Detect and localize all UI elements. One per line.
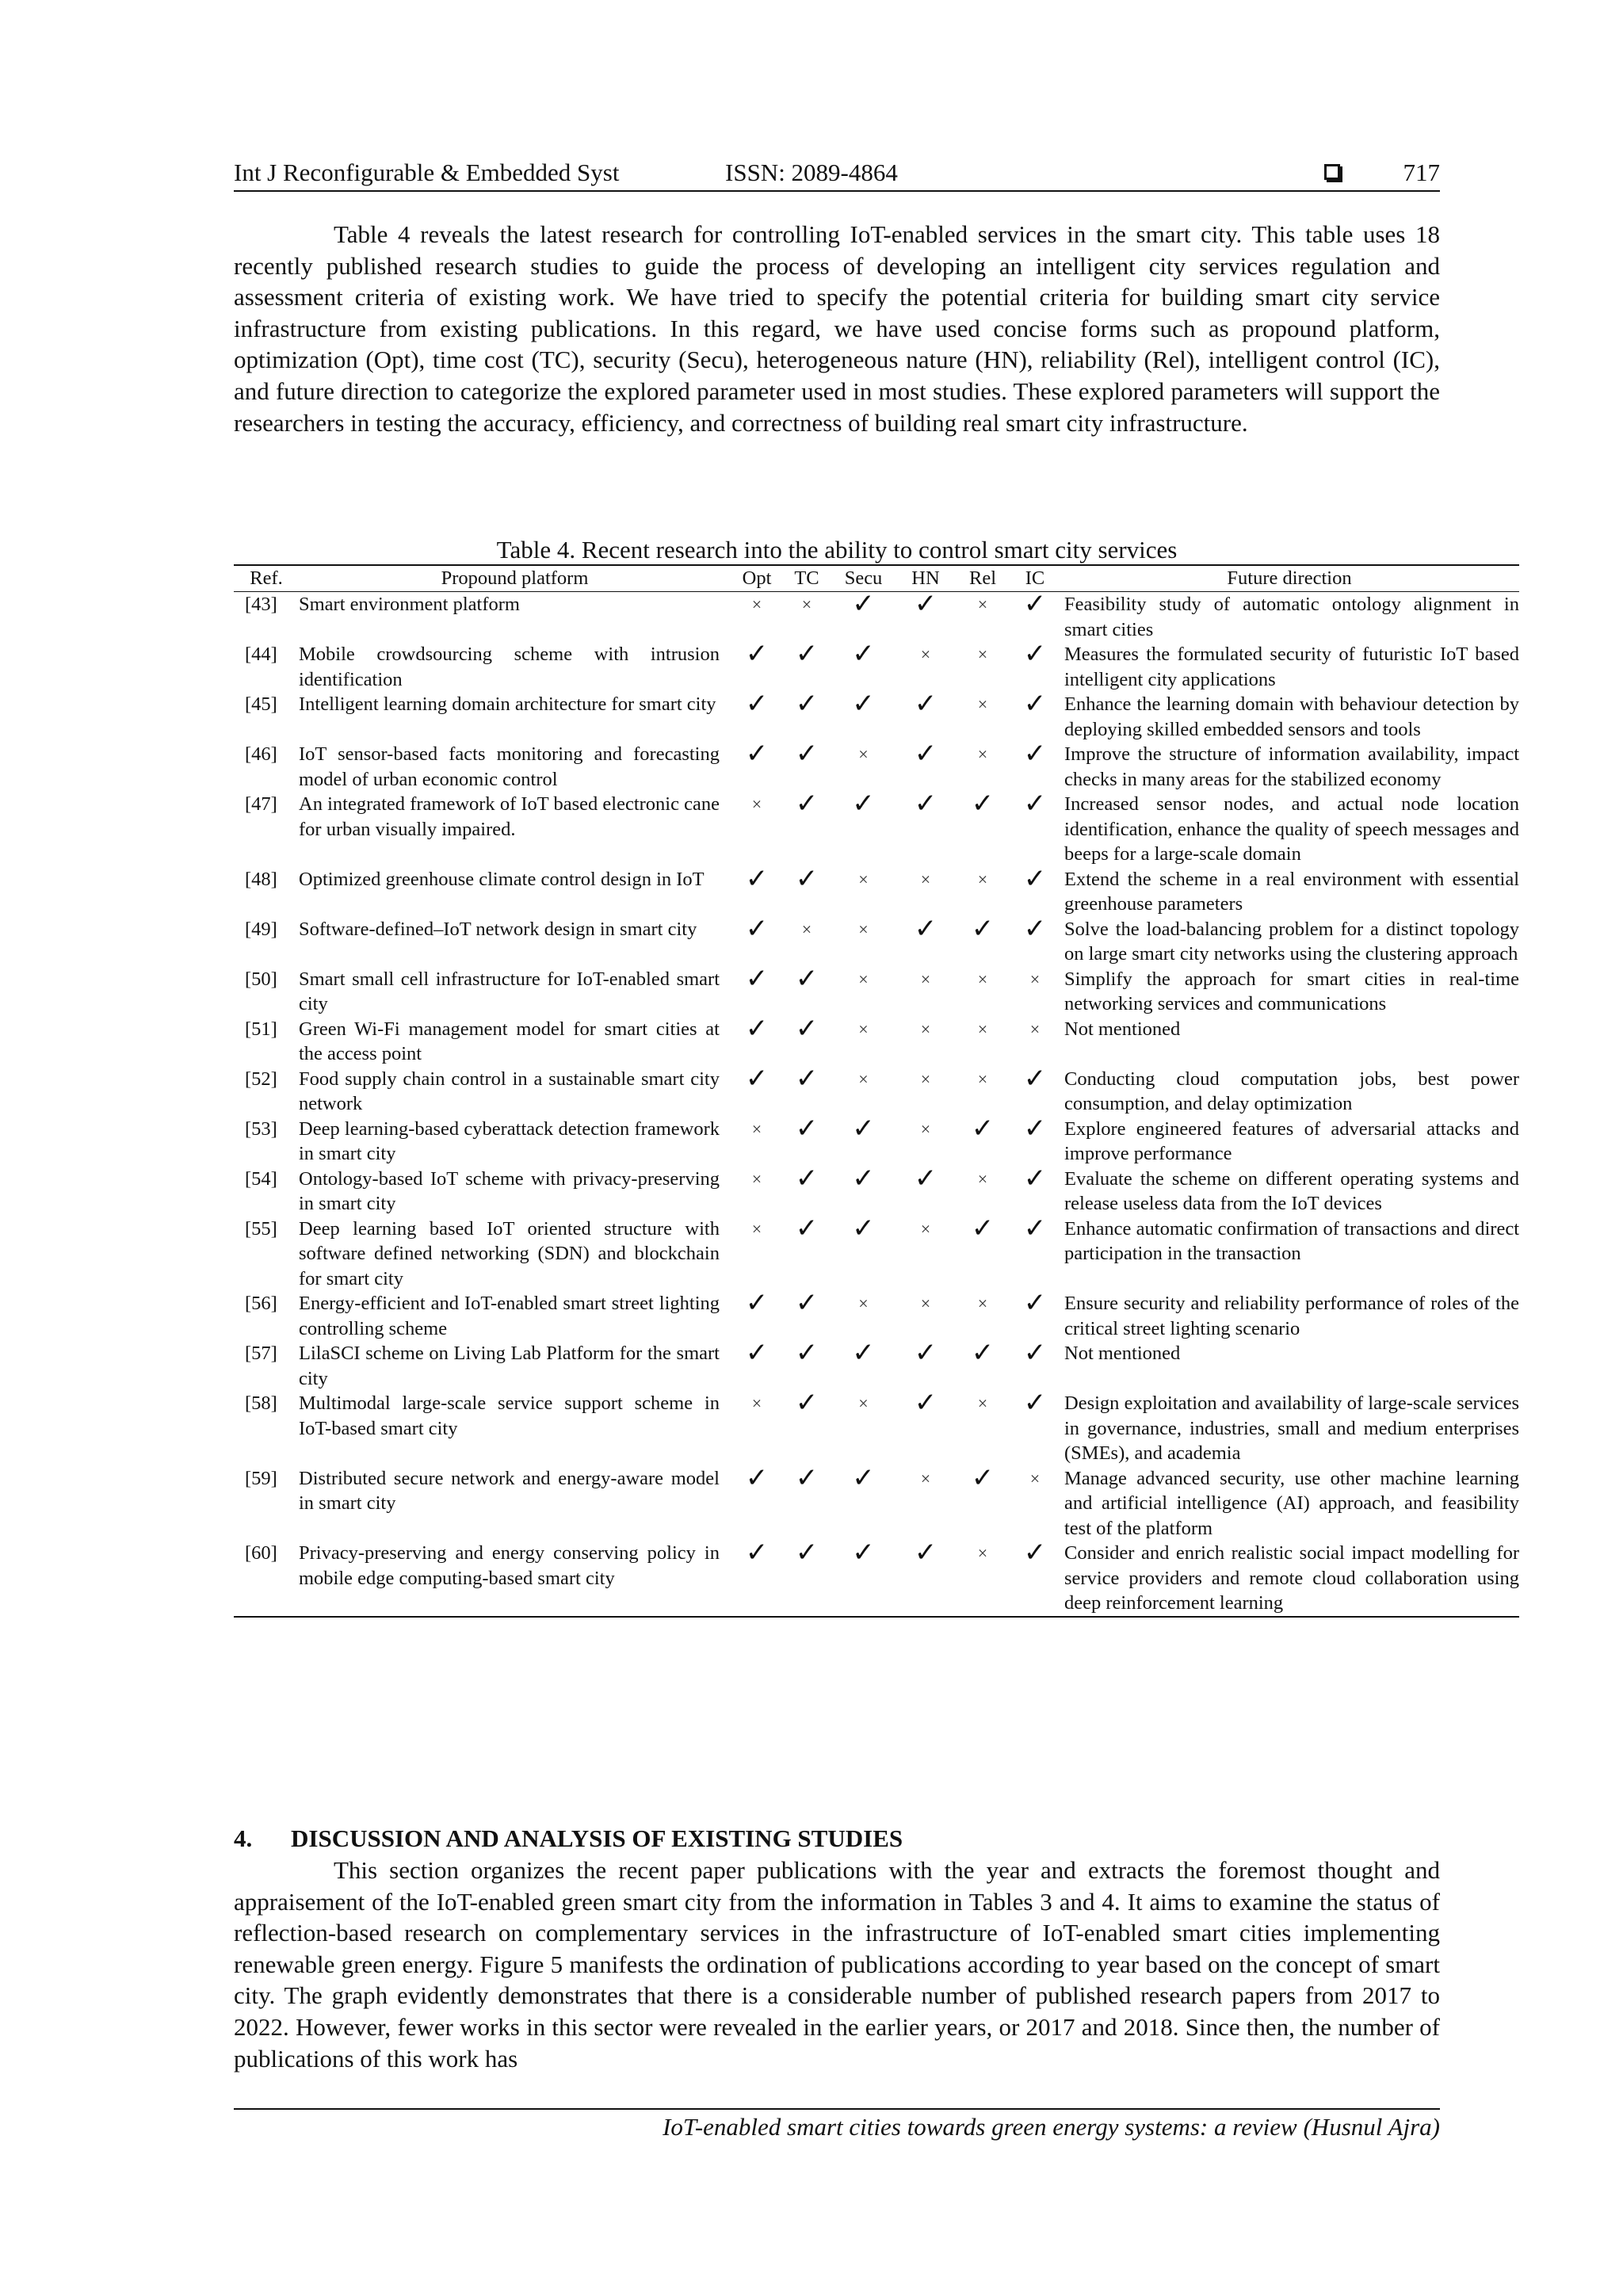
check-icon-secu: ✓ [852,638,875,670]
table-row [234,1291,1519,1341]
check-icon-ic: ✓ [1023,738,1047,770]
check-icon-secu: ✓ [852,1337,875,1369]
check-icon-tc: ✓ [795,1287,819,1319]
check-icon-tc: ✓ [795,1162,819,1194]
cross-icon-opt: × [751,1218,762,1239]
cell-ref: [47] [245,793,277,815]
cross-icon-rel: × [977,744,988,764]
table-row [234,792,1519,867]
cross-icon-rel: × [977,1068,988,1089]
check-icon-rel: ✓ [971,912,995,945]
cell-ref: [49] [245,918,277,940]
cell-platform: Multimodal large-scale service support scheme in IoT-based smart city [299,1392,720,1439]
check-icon-opt: ✓ [745,1062,769,1095]
cell-ref: [55] [245,1217,277,1240]
cell-ref: [56] [245,1293,277,1314]
check-icon-rel: ✓ [971,1112,995,1144]
section-number: 4. [234,1824,253,1852]
cell-platform: Energy-efficient and IoT-enabled smart street lighting controlling scheme [299,1293,720,1339]
table-row [234,1391,1519,1466]
running-header [234,157,1440,192]
header-future: Future direction [1060,565,1519,592]
check-icon-tc: ✓ [795,1212,819,1244]
cell-ref: [45] [245,693,277,715]
cell-future-direction: Manage advanced security, use other machine learning and artificial intelligence (AI) approach, and feasibility test of the platform [1064,1467,1519,1539]
check-icon-rel: ✓ [971,1461,995,1494]
cross-icon-secu: × [858,968,869,989]
check-icon-ic: ✓ [1023,1287,1047,1319]
table-row [234,1067,1519,1117]
check-icon-ic: ✓ [1023,1112,1047,1144]
header-opt: Opt [731,565,783,592]
check-icon-opt: ✓ [745,1461,769,1494]
check-icon-opt: ✓ [745,962,769,995]
cross-icon-secu: × [858,1293,869,1313]
cell-ref: [51] [245,1018,277,1040]
check-icon-opt: ✓ [745,912,769,945]
cell-platform: Food supply chain control in a sustainable smart city network [299,1068,720,1114]
cross-icon-rel: × [977,594,988,614]
cell-platform: Optimized greenhouse climate control design in IoT [299,868,705,890]
cell-platform: Mobile crowdsourcing scheme with intrusion identification [299,644,720,690]
table-header-row [234,565,1519,592]
cross-icon-secu: × [858,869,869,889]
check-icon-ic: ✓ [1023,788,1047,819]
cell-future-direction: Solve the load-balancing problem for a distinct topology on large smart city networks using the clustering approach [1064,918,1519,965]
section-heading [234,1823,1440,1855]
cross-icon-rel: × [977,694,988,714]
cross-icon-secu: × [858,1018,869,1039]
table-caption: Table 4. Recent research into the ability to control smart city services [496,536,1178,563]
check-icon-tc: ✓ [795,1012,819,1045]
check-icon-hn: ✓ [914,912,938,945]
header-secu: Secu [831,565,896,592]
cell-future-direction: Not mentioned [1064,1343,1181,1364]
check-icon-ic: ✓ [1023,862,1047,895]
check-icon-hn: ✓ [914,1537,938,1568]
table-row [234,592,1519,643]
table-4 [234,564,1519,1618]
cell-future-direction: Simplify the approach for smart cities in real-time networking services and communications [1064,968,1519,1014]
cell-future-direction: Design exploitation and availability of large-scale services in governance, industries, small and medium enterprises (SMEs), and academia [1064,1392,1519,1464]
cell-platform: Intelligent learning domain architecture for smart city [299,693,716,715]
cell-ref: [53] [245,1117,277,1140]
header-tc: TC [783,565,831,592]
cell-ref: [60] [245,1542,277,1564]
cell-future-direction: Not mentioned [1064,1018,1181,1040]
table-row [234,742,1519,792]
table-row [234,1217,1519,1292]
cross-icon-rel: × [977,1393,988,1413]
cross-icon-ic: × [1029,1468,1041,1488]
cell-platform: Privacy-preserving and energy conserving policy in mobile edge computing-based smart city [299,1542,720,1589]
cross-icon-hn: × [920,968,931,989]
page-number: 717 [1403,159,1440,186]
cell-future-direction: Evaluate the scheme on different operating systems and release useless data from the IoT devices [1064,1167,1519,1214]
cross-icon-rel: × [977,1543,988,1563]
cross-icon-opt: × [751,594,762,614]
cell-platform: Ontology-based IoT scheme with privacy-preserving in smart city [299,1167,720,1214]
cell-platform: Green Wi-Fi management model for smart cities at the access point [299,1018,720,1064]
cross-icon-secu: × [858,1068,869,1089]
cell-platform: Distributed secure network and energy-aware model in smart city [299,1467,720,1514]
cross-icon-hn: × [920,1068,931,1089]
table-row [234,642,1519,692]
cell-platform: An integrated framework of IoT based electronic cane for urban visually impaired. [299,793,720,840]
table-row [234,1117,1519,1167]
cell-platform: Deep learning based IoT oriented structure with software defined networking (SDN) and blockchain for smart city [299,1217,720,1289]
cross-icon-opt: × [751,1168,762,1189]
cross-icon-tc: × [801,594,812,614]
check-icon-tc: ✓ [795,1461,819,1494]
check-icon-ic: ✓ [1023,1162,1047,1194]
table-row [234,692,1519,742]
table-row [234,1466,1519,1541]
check-icon-secu: ✓ [852,788,875,819]
table-row [234,967,1519,1017]
cross-icon-secu: × [858,919,869,939]
check-icon-tc: ✓ [795,1537,819,1568]
cell-ref: [50] [245,968,277,990]
cell-ref: [44] [245,644,277,665]
cell-future-direction: Improve the structure of information availability, impact checks in many areas for the stabilized economy [1064,743,1519,790]
check-icon-hn: ✓ [914,788,938,819]
check-icon-hn: ✓ [914,1162,938,1194]
cross-icon-hn: × [920,644,931,664]
table-row [234,1167,1519,1217]
check-icon-opt: ✓ [745,1337,769,1369]
square-icon [1324,164,1340,180]
check-icon-secu: ✓ [852,1537,875,1568]
check-icon-rel: ✓ [971,1212,995,1244]
check-icon-rel: ✓ [971,788,995,819]
check-icon-opt: ✓ [745,1012,769,1045]
cell-future-direction: Measures the formulated security of futuristic IoT based intelligent city applications [1064,644,1519,690]
table-row [234,917,1519,967]
cell-platform: LilaSCI scheme on Living Lab Platform for the smart city [299,1343,720,1389]
cross-icon-hn: × [920,1218,931,1239]
check-icon-hn: ✓ [914,1337,938,1369]
cross-icon-rel: × [977,869,988,889]
check-icon-ic: ✓ [1023,1387,1047,1419]
cross-icon-hn: × [920,1018,931,1039]
check-icon-hn: ✓ [914,688,938,720]
check-icon-opt: ✓ [745,862,769,895]
cross-icon-hn: × [920,869,931,889]
check-icon-ic: ✓ [1023,1212,1047,1244]
cell-future-direction: Enhance automatic confirmation of transactions and direct participation in the transaction [1064,1217,1519,1264]
cross-icon-rel: × [977,644,988,664]
running-footer: IoT-enabled smart cities towards green energy systems: a review (Husnul Ajra) [234,2108,1440,2148]
cell-ref: [46] [245,743,277,765]
check-icon-ic: ✓ [1023,912,1047,945]
cross-icon-opt: × [751,1118,762,1139]
check-icon-tc: ✓ [795,1062,819,1095]
check-icon-opt: ✓ [745,738,769,770]
cell-ref: [52] [245,1068,277,1090]
cross-icon-ic: × [1029,1018,1041,1039]
check-icon-tc: ✓ [795,1337,819,1369]
cell-platform: Deep learning-based cyberattack detection framework in smart city [299,1117,720,1164]
cross-icon-rel: × [977,968,988,989]
check-icon-ic: ✓ [1023,1062,1047,1095]
journal-name: Int J Reconfigurable & Embedded Syst [234,159,620,186]
header-rel: Rel [955,565,1010,592]
check-icon-rel: ✓ [971,1337,995,1369]
cross-icon-tc: × [801,919,812,939]
cross-icon-opt: × [751,794,762,814]
check-icon-ic: ✓ [1023,588,1047,620]
cell-future-direction: Feasibility study of automatic ontology alignment in smart cities [1064,594,1519,640]
check-icon-tc: ✓ [795,638,819,670]
section-4 [234,1823,1440,2074]
cell-platform: Software-defined–IoT network design in smart city [299,918,697,940]
cell-future-direction: Enhance the learning domain with behaviour detection by deploying skilled embedded sensors and tools [1064,693,1519,740]
cell-ref: [57] [245,1343,277,1364]
check-icon-ic: ✓ [1023,1337,1047,1369]
cross-icon-hn: × [920,1293,931,1313]
cross-icon-ic: × [1029,968,1041,989]
table-row [234,1541,1519,1617]
cross-icon-opt: × [751,1393,762,1413]
check-icon-tc: ✓ [795,862,819,895]
check-icon-secu: ✓ [852,1461,875,1494]
header-ref: Ref. [234,565,299,592]
check-icon-secu: ✓ [852,1212,875,1244]
check-icon-tc: ✓ [795,738,819,770]
issn: ISSN: 2089-4864 [725,159,898,186]
cell-ref: [59] [245,1467,277,1489]
section-paragraph: This section organizes the recent paper publications with the year and extracts the foremost thought and appraisement of the IoT-enabled green smart city from the information in Tables 3 and 4. It aims to examine the status of reflection-based research on complementary services in the infrastructure of IoT-enabled smart cities implementing renewable green energy. Figure 5 manifests the ordination of publications according to year based on the concept of smart city. The graph evidently demonstrates that there is a considerable number of published research papers from 2017 to 2022. However, fewer works in this sector were revealed in the earlier years, or 2017 and 2018. Since then, the number of publications of this work has [234,1856,1440,2073]
header-hn: HN [896,565,955,592]
check-icon-tc: ✓ [795,962,819,995]
cross-icon-rel: × [977,1168,988,1189]
check-icon-secu: ✓ [852,1162,875,1194]
cell-future-direction: Explore engineered features of adversarial attacks and improve performance [1064,1117,1519,1164]
intro-paragraph: Table 4 reveals the latest research for controlling IoT-enabled services in the smart city. This table uses 18 recently published research studies to guide the process of developing an intelligent city services regulation and assessment criteria of existing work. We have tried to specify the potential criteria for building smart city service infrastructure from existing publications. In this regard, we have used concise forms such as propound platform, optimization (Opt), time cost (TC), security (Secu), heterogeneous nature (HN), reliability (Rel), intelligent control (IC), and future direction to categorize the explored parameter used in most studies. These explored parameters will support the researchers in testing the accuracy, efficiency, and correctness of building real smart city infrastructure. [234,220,1440,437]
cell-platform: Smart small cell infrastructure for IoT-enabled smart city [299,968,720,1014]
check-icon-hn: ✓ [914,588,938,620]
cross-icon-hn: × [920,1118,931,1139]
cell-platform: IoT sensor-based facts monitoring and forecasting model of urban economic control [299,743,720,790]
cross-icon-secu: × [858,1393,869,1413]
cell-future-direction: Consider and enrich realistic social impact modelling for service providers and remote cloud collaboration using deep reinforcement learning [1064,1542,1519,1614]
check-icon-opt: ✓ [745,638,769,670]
check-icon-tc: ✓ [795,788,819,819]
check-icon-opt: ✓ [745,1537,769,1568]
check-icon-opt: ✓ [745,1287,769,1319]
cell-future-direction: Conducting cloud computation jobs, best power consumption, and delay optimization [1064,1068,1519,1114]
cross-icon-hn: × [920,1468,931,1488]
cell-ref: [54] [245,1167,277,1190]
check-icon-tc: ✓ [795,688,819,720]
cell-platform: Smart environment platform [299,594,520,615]
check-icon-tc: ✓ [795,1112,819,1144]
cell-future-direction: Increased sensor nodes, and actual node location identification, enhance the quality of speech messages and beeps for a large-scale domain [1064,793,1519,865]
cross-icon-rel: × [977,1293,988,1313]
check-icon-hn: ✓ [914,738,938,770]
check-icon-secu: ✓ [852,588,875,620]
table-row [234,1017,1519,1067]
check-icon-hn: ✓ [914,1387,938,1419]
cell-future-direction: Ensure security and reliability performance of roles of the critical street lighting scenario [1064,1293,1519,1339]
check-icon-opt: ✓ [745,688,769,720]
cell-future-direction: Extend the scheme in a real environment with essential greenhouse parameters [1064,868,1519,915]
table-row [234,867,1519,917]
section-title: DISCUSSION AND ANALYSIS OF EXISTING STUDIES [291,1824,903,1852]
check-icon-ic: ✓ [1023,1537,1047,1568]
cell-ref: [48] [245,868,277,890]
cross-icon-secu: × [858,744,869,764]
cell-ref: [58] [245,1392,277,1414]
cell-ref: [43] [245,594,277,615]
table-row [234,1341,1519,1391]
cross-icon-rel: × [977,1018,988,1039]
check-icon-ic: ✓ [1023,638,1047,670]
header-platform: Propound platform [299,565,731,592]
check-icon-ic: ✓ [1023,688,1047,720]
check-icon-secu: ✓ [852,1112,875,1144]
check-icon-secu: ✓ [852,688,875,720]
check-icon-tc: ✓ [795,1387,819,1419]
header-ic: IC [1010,565,1060,592]
